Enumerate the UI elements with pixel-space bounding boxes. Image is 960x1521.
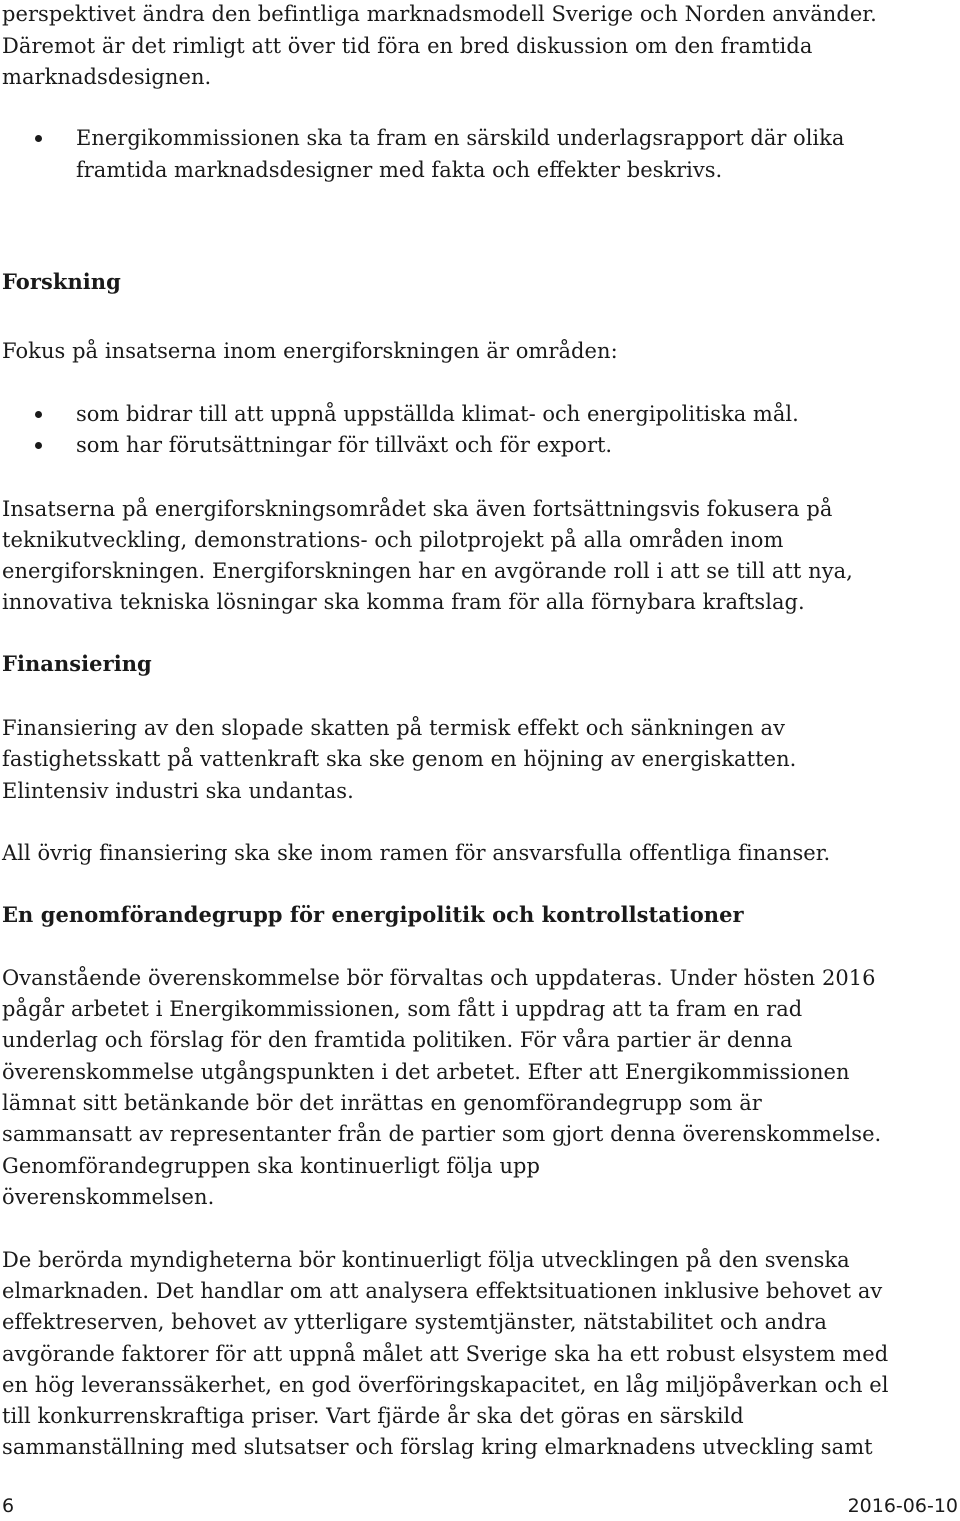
- paragraph-line: avgörande faktorer för att uppnå målet att Sverige ska ha ett robust elsystem med: [2, 1342, 889, 1366]
- paragraph-line: All övrig finansiering ska ske inom ramen för ansvarsfulla offentliga finanser.: [2, 841, 831, 865]
- paragraph-line: Ovanstående överenskommelse bör förvaltas och uppdateras. Under hösten 2016: [2, 966, 876, 990]
- paragraph-line: fastighetsskatt på vattenkraft ska ske genom en höjning av energiskatten.: [2, 747, 797, 771]
- section-heading-finansiering: Finansiering: [2, 651, 152, 676]
- paragraph-line: överenskommelse utgångspunkten i det arbetet. Efter att Energikommissionen: [2, 1060, 850, 1084]
- forskning-intro: Fokus på insatserna inom energiforskningen är områden:: [2, 339, 618, 363]
- paragraph-line: sammansatt av representanter från de partier som gjort denna överenskommelse.: [2, 1122, 882, 1146]
- bullet-item: [0, 124, 960, 152]
- bullet-icon: [35, 135, 42, 142]
- bullet-item: [0, 431, 960, 459]
- intro-line: perspektivet ändra den befintliga marknadsmodell Sverige och Norden använder.: [2, 2, 877, 26]
- bullet-text: som har förutsättningar för tillväxt och för export.: [76, 433, 613, 457]
- paragraph-line: elmarknaden. Det handlar om att analysera effektsituationen inklusive behovet av: [2, 1279, 883, 1303]
- paragraph-line: effektreserven, behovet av ytterligare systemtjänster, nätstabilitet och andra: [2, 1310, 827, 1334]
- section-heading-genomforande: En genomförandegrupp för energipolitik och kontrollstationer: [2, 902, 744, 927]
- paragraph-line: överenskommelsen.: [2, 1185, 215, 1209]
- section-heading-forskning: Forskning: [2, 269, 121, 294]
- paragraph-line: energiforskningen. Energiforskningen har en avgörande roll i att se till att nya,: [2, 559, 853, 583]
- bullet-icon: [35, 411, 42, 418]
- intro-line: marknadsdesignen.: [2, 65, 212, 89]
- bullet-item: [0, 400, 960, 428]
- paragraph-line: De berörda myndigheterna bör kontinuerligt följa utvecklingen på den svenska: [2, 1248, 850, 1272]
- paragraph-line: Elintensiv industri ska undantas.: [2, 779, 354, 803]
- page-number: 6: [2, 1495, 15, 1517]
- footer-date: 2016-06-10: [847, 1495, 958, 1517]
- paragraph-line: lämnat sitt betänkande bör det inrättas en genomförandegrupp som är: [2, 1091, 762, 1115]
- bullet-text: Energikommissionen ska ta fram en särskild underlagsrapport där olika: [76, 126, 845, 150]
- paragraph-line: Finansiering av den slopade skatten på termisk effekt och sänkningen av: [2, 716, 785, 740]
- paragraph-line: en hög leveranssäkerhet, en god överföringskapacitet, en låg miljöpåverkan och el: [2, 1373, 889, 1397]
- paragraph-line: till konkurrenskraftiga priser. Vart fjärde år ska det göras en särskild: [2, 1404, 744, 1428]
- paragraph-line: innovativa tekniska lösningar ska komma fram för alla förnybara kraftslag.: [2, 590, 805, 614]
- bullet-icon: [35, 442, 42, 449]
- intro-line: Däremot är det rimligt att över tid föra en bred diskussion om den framtida: [2, 34, 813, 58]
- bullet-continuation: [0, 156, 960, 184]
- paragraph-line: Insatserna på energiforskningsområdet ska även fortsättningsvis fokusera på: [2, 497, 833, 521]
- paragraph-line: Genomförandegruppen ska kontinuerligt följa upp: [2, 1154, 541, 1178]
- paragraph-line: teknikutveckling, demonstrations- och pilotprojekt på alla områden inom: [2, 528, 784, 552]
- bullet-text: framtida marknadsdesigner med fakta och effekter beskrivs.: [76, 158, 723, 182]
- bullet-text: som bidrar till att uppnå uppställda klimat- och energipolitiska mål.: [76, 402, 799, 426]
- paragraph-line: underlag och förslag för den framtida politiken. För våra partier är denna: [2, 1028, 793, 1052]
- paragraph-line: pågår arbetet i Energikommissionen, som fått i uppdrag att ta fram en rad: [2, 997, 803, 1021]
- paragraph-line: sammanställning med slutsatser och förslag kring elmarknadens utveckling samt: [2, 1435, 873, 1459]
